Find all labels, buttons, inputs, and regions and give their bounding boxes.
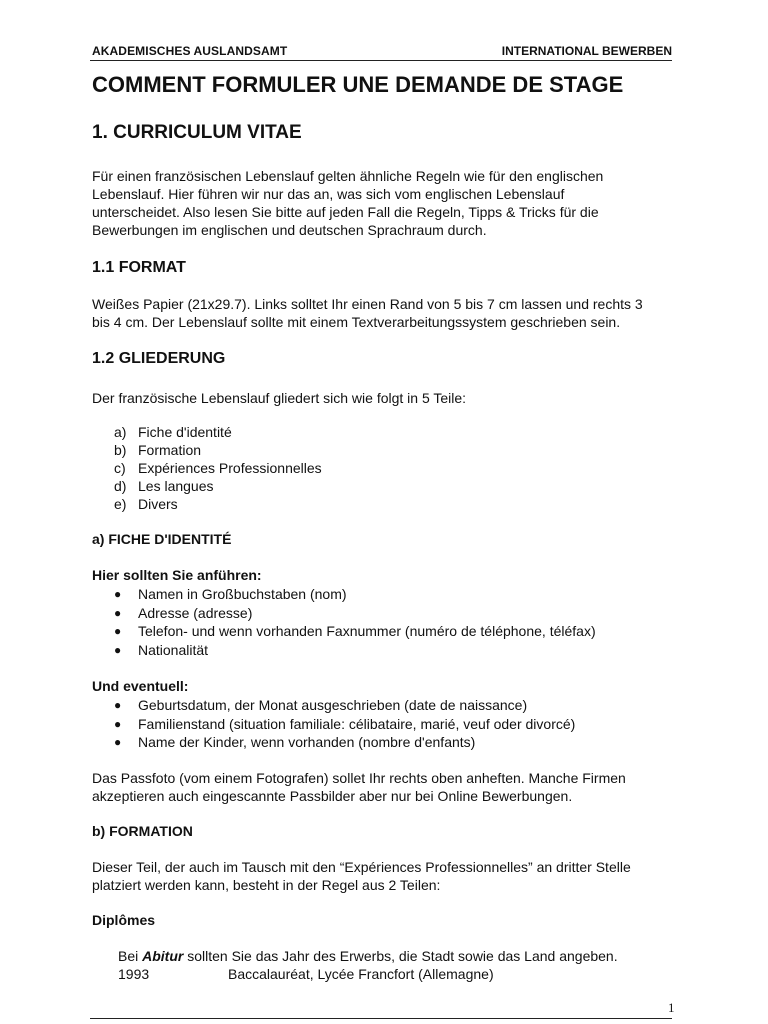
list-item-label: d) [114,478,127,494]
bullet-icon: ● [114,642,122,657]
photo-note-paragraph [92,769,722,805]
cv-intro-line: Bewerbungen im englischen und deutschen Sprachraum durch. [92,222,487,238]
list-item-label: a) [114,424,127,440]
list-item-text: Les langues [138,478,214,494]
list-item-text: Fiche d'identité [138,424,232,440]
cv-intro-line: unterscheidet. Also lesen Sie bitte auf jeden Fall die Regeln, Tipps & Tricks für die [92,204,599,220]
bullet-text: Namen in Großbuchstaben (nom) [138,586,347,602]
abitur-word: Abitur [142,948,184,964]
bullet-item [114,622,596,641]
formation-line: Dieser Teil, der auch im Tausch mit den “Expériences Professionnelles” an dritter Stelle [92,859,631,875]
abitur-pre: Bei [118,948,143,964]
format-line: Weißes Papier (21x29.7). Links solltet Ihr einen Rand von 5 bis 7 cm lassen und rechts 3 [92,296,643,312]
bullet-text: Geburtsdatum, der Monat ausgeschrieben (date de naissance) [138,697,528,713]
bullet-text: Adresse (adresse) [138,604,253,621]
section-heading-cv: 1. CURRICULUM VITAE [92,122,302,143]
photo-note-line: Das Passfoto (vom einem Fotografen) sollet Ihr rechts oben anheften. Manche Firmen [92,770,626,786]
list-item-label: b) [114,442,127,458]
gliederung-intro-line: Der französische Lebenslauf gliedert sich wie folgt in 5 Teile: [92,390,467,406]
list-item [114,441,322,459]
bullet-text: Name der Kinder, wenn vorhanden (nombre d'enfants) [138,734,476,750]
format-paragraph [92,295,722,331]
cv-intro-paragraph [92,167,722,239]
bullet-icon: ● [114,716,122,731]
fiche-heading: a) FICHE D'IDENTITÉ [92,531,232,547]
header-left: AKADEMISCHES AUSLANDSAMT [92,44,288,58]
list-item [114,459,322,477]
list-item [114,423,322,441]
bullet-icon: ● [114,735,122,749]
abitur-post: sollten Sie das Jahr des Erwerbs, die Stadt sowie das Land angeben. [183,948,618,964]
bullet-text: Telefon- und wenn vorhanden Faxnummer (numéro de téléphone, téléfax) [138,623,596,639]
list-item-label: e) [114,496,127,512]
diplomes-heading: Diplômes [92,912,156,928]
list-item-text: Expériences Professionnelles [138,460,322,476]
format-heading: 1.1 FORMAT [92,259,186,276]
header-right: INTERNATIONAL BEWERBEN [501,44,672,58]
cv-intro-line: Für einen französischen Lebenslauf gelten ähnliche Regeln wie für den englischen [92,168,604,184]
format-line: bis 4 cm. Der Lebenslauf sollte mit einem Textverarbeitungssystem geschrieben sein. [92,314,621,330]
list-item-text: Divers [138,496,178,512]
cv-intro-line: Lebenslauf. Hier führen wir nur das an, was sich vom englischen Lebenslauf [92,186,565,202]
list-item-label: c) [114,460,126,476]
list-item-text: Formation [138,442,202,458]
bullet-item [114,715,575,734]
bullet-icon: ● [114,587,122,601]
bullet-item [114,641,596,660]
formation-line: platziert werden kann, besteht in der Regel aus 2 Teilen: [92,877,441,893]
bullet-icon: ● [114,698,122,712]
formation-heading: b) FORMATION [92,823,193,839]
bullet-item [114,604,596,623]
abitur-note [118,948,618,964]
photo-note-line: akzeptieren auch eingescannte Passbilder aber nur bei Online Bewerbungen. [92,788,573,804]
bullet-icon: ● [114,605,122,620]
gliederung-intro [92,389,722,407]
list-item [114,477,322,495]
list-item [114,495,322,513]
bullet-item [114,733,575,752]
fiche-required-list [114,585,596,659]
fiche-required-heading: Hier sollten Sie anführen: [92,567,262,583]
bullet-text: Familienstand (situation familiale: célibataire, marié, veuf oder divorcé) [138,715,576,732]
footer-rule [90,1018,672,1019]
bullet-text: Nationalität [138,641,209,658]
gliederung-heading: 1.2 GLIEDERUNG [92,350,226,367]
gliederung-list [114,423,322,513]
fiche-optional-list [114,696,575,752]
diploma-example-year: 1993 [118,966,150,982]
formation-paragraph [92,858,722,894]
diploma-example-text: Baccalauréat, Lycée Francfort (Allemagne) [228,966,494,982]
bullet-icon: ● [114,624,122,638]
page-title: COMMENT FORMULER UNE DEMANDE DE STAGE [92,72,624,97]
header-rule [90,60,672,61]
fiche-optional-heading: Und eventuell: [92,678,189,694]
page-number: 1 [668,1000,675,1015]
diploma-example [118,966,494,982]
bullet-item [114,585,596,604]
bullet-item [114,696,575,715]
